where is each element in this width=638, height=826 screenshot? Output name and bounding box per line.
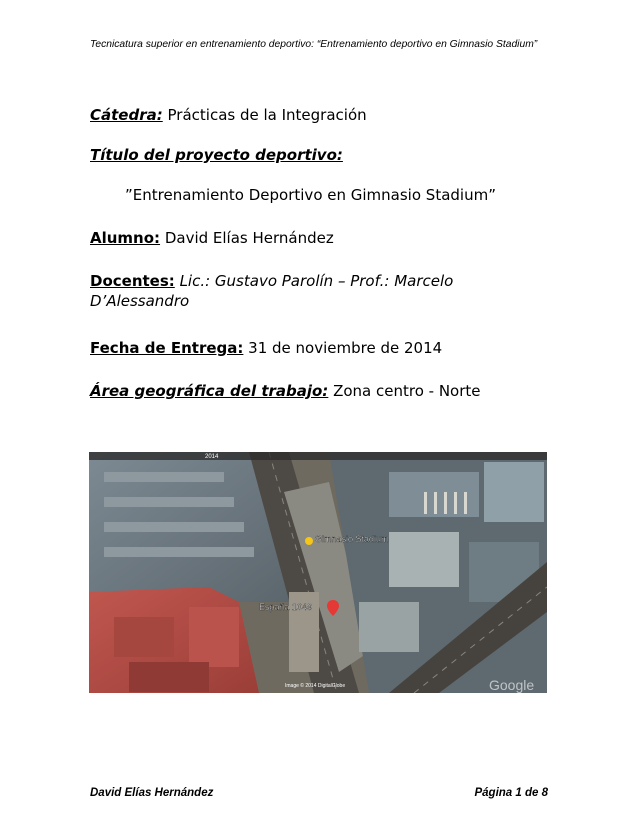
footer-page-number: Página 1 de 8 bbox=[474, 787, 548, 799]
page-header bbox=[90, 38, 550, 51]
alumno-line bbox=[90, 229, 334, 247]
google-watermark: Google bbox=[489, 677, 535, 693]
alumno-value: David Elías Hernández bbox=[164, 229, 334, 247]
fecha-line bbox=[90, 339, 442, 357]
catedra-value: Prácticas de la Integración bbox=[167, 106, 367, 124]
satellite-map bbox=[89, 452, 547, 693]
area-value: Zona centro - Norte bbox=[333, 382, 481, 400]
map-credit: Image © 2014 DigitalGlobe bbox=[285, 683, 346, 689]
fecha-label: Fecha de Entrega: bbox=[90, 339, 244, 357]
place-pin-icon bbox=[305, 537, 313, 545]
titulo-value: ”Entrenamiento Deportivo en Gimnasio Stadium” bbox=[125, 186, 496, 204]
area-line bbox=[90, 382, 481, 400]
map-year: 2014 bbox=[205, 454, 219, 460]
titulo-line bbox=[90, 146, 343, 164]
alumno-label: Alumno: bbox=[90, 229, 161, 247]
map-place-label: Gimnasio Stadium bbox=[315, 534, 389, 544]
page-footer bbox=[90, 787, 548, 801]
docentes-line bbox=[90, 272, 453, 290]
map-address-label: España 1049 bbox=[259, 602, 313, 612]
area-label: Área geográfica del trabajo: bbox=[90, 382, 329, 400]
titulo-label: Título del proyecto deportivo: bbox=[90, 146, 343, 164]
catedra-line bbox=[90, 106, 367, 124]
catedra-label: Cátedra: bbox=[90, 106, 163, 124]
docentes-value-1: Lic.: Gustavo Parolín – Prof.: Marcelo bbox=[179, 272, 454, 290]
docentes-value-2: D’Alessandro bbox=[90, 292, 190, 310]
header-text: Tecnicatura superior en entrenamiento deportivo: “Entrenamiento deportivo en Gimnasio Stadium” bbox=[90, 39, 538, 50]
footer-author: David Elías Hernández bbox=[90, 787, 214, 799]
docentes-label: Docentes: bbox=[90, 272, 175, 290]
map-image bbox=[89, 452, 547, 693]
fecha-value: 31 de noviembre de 2014 bbox=[248, 339, 443, 357]
